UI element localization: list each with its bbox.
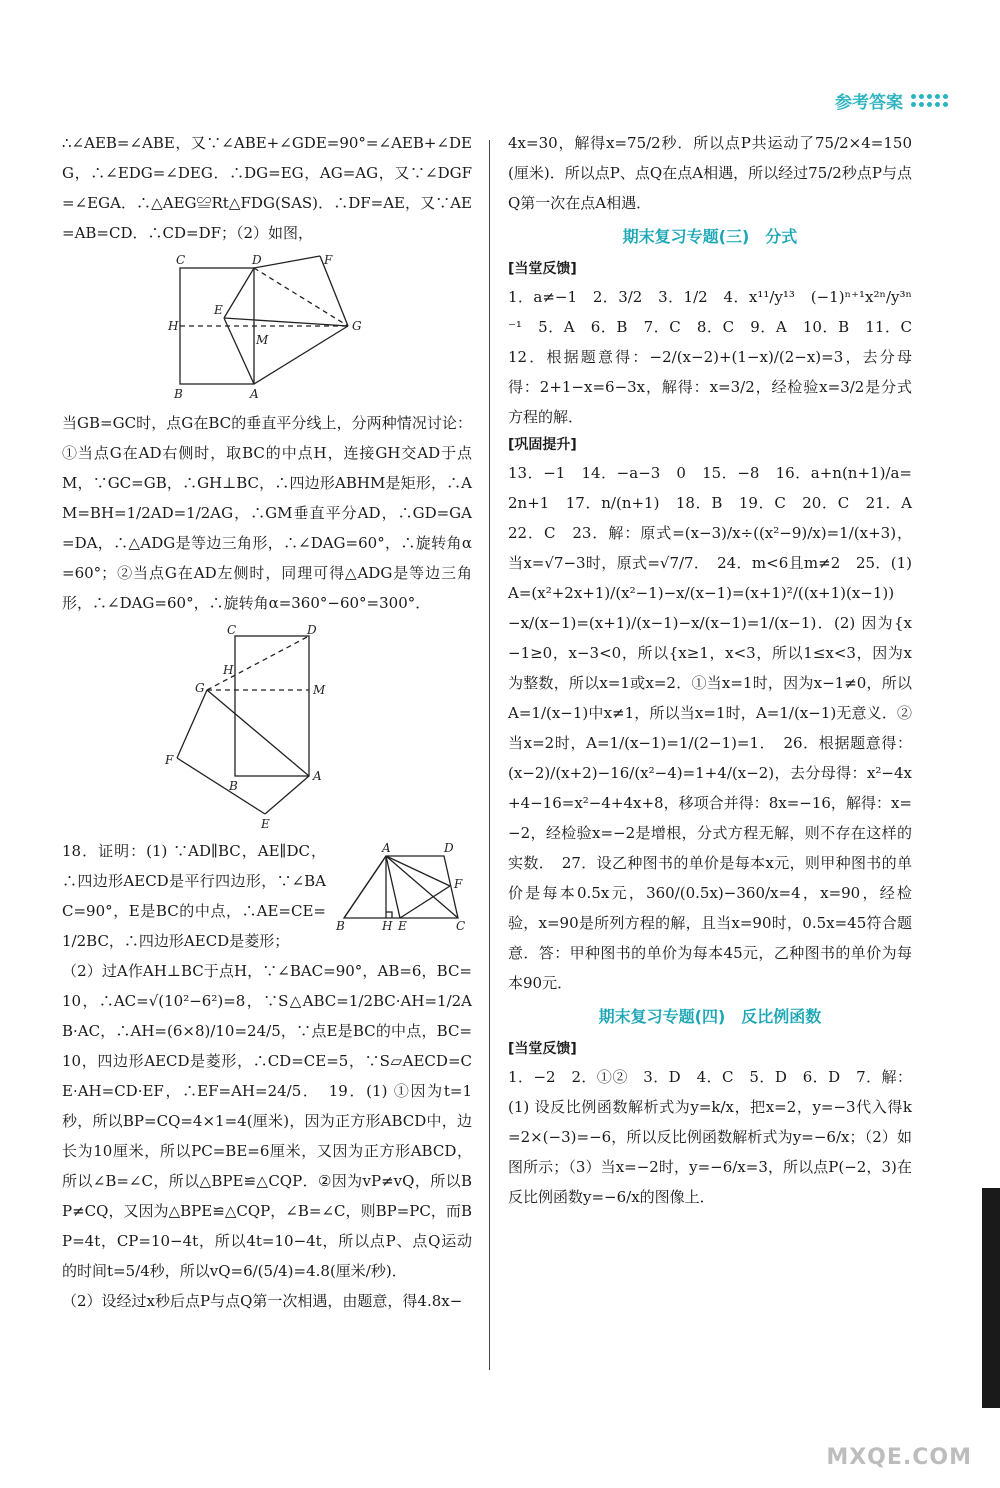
fig1-label-C: C	[176, 254, 186, 267]
fig1-label-A: A	[250, 387, 259, 401]
header-dots-icon	[911, 94, 948, 107]
fig2-label-A: A	[313, 769, 322, 783]
section-3-feedback: 1．a≠−1 2．3/2 3．1/2 4．x¹¹/y¹³ (−1)ⁿ⁺¹x²ⁿ/y³ⁿ⁻¹ 5．A 6．B 7．C 8．C 9．A 10．B 11．C 12．根据题意得：−2/(x−2)+(1−x)/(2−x)=3，去分母得：2+1−x=6−3x，解得：x=3/2，经检验x=3/2是分式方程的解．	[508, 288, 928, 426]
tag-feedback: [当堂反馈]	[508, 261, 577, 277]
fig1-label-B: B	[174, 387, 183, 401]
watermark-text: MXQE.COM	[826, 1445, 972, 1470]
section-3-improve: 13．−1 14．−a−3 0 15．−8 16．a+n(n+1)/a=2n+1 17．n/(n+1) 18．B 19．C 20．C 21．A 22．C 23．解：原式=(x−3)/x÷((x²−9)/x)=1/(x+3)，当x=√7−3时，原式=√7/7． 24．m<6且m≠2 25．(1) A=(x²+2x+1)/(x²−1)−x/(x−1)=(x+1)²/((x+1)(x−1))−x/(x−1)=(x+1)/(x−1)−x/(x−1)=1/(x−1)．(2) 因为{x−1≥0，x−3<0，所以{x≥1，x<3，所以1≤x<3，因为x为整数，所以x=1或x=2．①当x=1时，因为x−1≠0，所以A=1/(x−1)中x≠1，所以当x=1时，A=1/(x−1)无意义．②当x=2时，A=1/(x−1)=1/(2−1)=1． 26．根据题意得：(x−2)/(x+2)−16/(x²−4)=1+4/(x−2)，去分母得：x²−4x+4−16=x²−4+4x+8，移项合并得：8x=−16，解得：x=−2，经检验x=−2是增根，分式方程无解，则不存在这样的实数． 27．设乙种图书的单价是每本x元，则甲种图书的单价是每本0.5x元，360/(0.5x)−360/x=4，x=90，经检验，x=90是所列方程的解，且当x=90时，0.5x=45符合题意．答：甲种图书的单价为每本45元，乙种图书的单价为每本90元．	[508, 464, 928, 992]
right-column	[508, 128, 928, 1212]
left-paragraph-1: ∴∠AEB=∠ABE，又∵∠ABE+∠GDE=90°=∠AEB+∠DEG，∴∠EDG=∠DEG．∴DG=EG，AG=AG，又∵∠DGF=∠EGA．∴△AEG≌Rt△FDG(SAS)．∴DF=AE，又∵AE=AB=CD．∴CD=DF；（2）如图，	[62, 134, 472, 242]
fig2-label-F: F	[165, 753, 174, 767]
section-title-4: 期末复习专题(四) 反比例函数	[598, 1007, 822, 1026]
left-paragraph-4: （2）设经过x秒后点P与点Q第一次相遇，由题意，得4.8x−	[62, 1292, 463, 1310]
right-paragraph-1: 4x=30，解得x=75/2秒．所以点P共运动了75/2×4=150(厘米)．所以点P、点Q在点A相遇，所以经过75/2秒点P与点Q第一次在点A相遇．	[508, 134, 912, 212]
page-header	[835, 88, 948, 113]
header-title: 参考答案	[835, 93, 903, 113]
question-18-block	[62, 836, 472, 956]
figure-rotated-square-right	[152, 254, 382, 402]
tag-improve: [巩固提升]	[508, 437, 577, 453]
fig3-label-A: A	[382, 842, 391, 855]
fig2-label-B: B	[229, 779, 238, 793]
fig2-label-G: G	[195, 681, 205, 695]
fig2-label-E: E	[261, 817, 270, 830]
left-paragraph-2: 当GB=GC时，点G在BC的垂直平分线上，分两种情况讨论：①当点G在AD右侧时，取BC的中点H，连接GH交AD于点M，∵GC=GB，∴GH⊥BC，∴四边形ABHM是矩形，∴AM=BH=1/2AD=1/2AG，∴GM垂直平分AD，∴GD=GA=DA，∴△ADG是等边三角形，∴∠DAG=60°，∴旋转角α=60°；②当点G在AD左侧时，同理可得△ADG是等边三角形，∴∠DAG=60°，∴旋转角α=360°−60°=300°．	[62, 414, 472, 612]
fig1-label-F: F	[324, 254, 333, 267]
tag-feedback-2: [当堂反馈]	[508, 1041, 577, 1057]
fig2-label-M: M	[313, 683, 326, 697]
side-tab	[982, 1188, 1000, 1408]
fig2-label-H: H	[223, 663, 234, 677]
fig1-label-H: H	[168, 319, 179, 333]
fig1-label-G: G	[352, 319, 362, 333]
fig1-label-M: M	[256, 333, 269, 347]
fig3-label-B: B	[336, 919, 345, 932]
fig1-label-D: D	[252, 254, 262, 267]
question-18-text: 18．证明：(1) ∵AD∥BC，AE∥DC，∴四边形AECD是平行四边形，∵∠BAC=90°，E是BC的中点，∴AE=CE=1/2BC，∴四边形AECD是菱形；	[62, 842, 326, 950]
fig3-label-F: F	[454, 877, 463, 891]
fig1-label-E: E	[214, 303, 223, 317]
fig3-label-H: H	[382, 919, 393, 932]
fig3-label-C: C	[456, 919, 466, 932]
left-paragraph-3: （2）过A作AH⊥BC于点H，∵∠BAC=90°，AB=6，BC=10，∴AC=√(10²−6²)=8，∵S△ABC=1/2BC·AH=1/2AB·AC，∴AH=(6×8)/10=24/5，∵点E是BC的中点，BC=10，四边形AECD是菱形，∴CD=CE=5，∵S▱AECD=CE·AH=CD·EF，∴EF=AH=24/5． 19．(1) ①因为t=1秒，所以BP=CQ=4×1=4(厘米)，因为正方形ABCD中，边长为10厘米，所以PC=BE=6厘米，又因为正方形ABCD，所以∠B=∠C，所以△BPE≌△CQP．②因为vP≠vQ，所以BP≠CQ，又因为△BPE≌△CQP，∠B=∠C，则BP=PC，而BP=4t，CP=10−4t，所以4t=10−4t，所以点P、点Q运动的时间t=5/4秒，所以vQ=6/(5/4)=4.8(厘米/秒)．	[62, 962, 472, 1280]
section-title-3: 期末复习专题(三) 分式	[622, 227, 798, 246]
fig2-label-C: C	[227, 624, 237, 637]
column-divider	[489, 140, 490, 1370]
fig2-label-D: D	[307, 624, 317, 637]
left-column	[62, 128, 472, 1316]
fig3-label-D: D	[444, 842, 454, 855]
section-4-feedback: 1．−2 2．①② 3．D 4．C 5．D 6．D 7．解：(1) 设反比例函数解析式为y=k/x，把x=2，y=−3代入得k=2×(−3)=−6，所以反比例函数解析式为y=−6/x；（2）如图所示；（3）当x=−2时，y=−6/x=3，所以点P(−2，3)在反比例函数y=−6/x的图像上．	[508, 1068, 912, 1206]
figure-rotated-square-left	[157, 624, 377, 830]
fig3-label-E: E	[398, 919, 407, 932]
figure-rhombus-aecd	[332, 842, 472, 932]
